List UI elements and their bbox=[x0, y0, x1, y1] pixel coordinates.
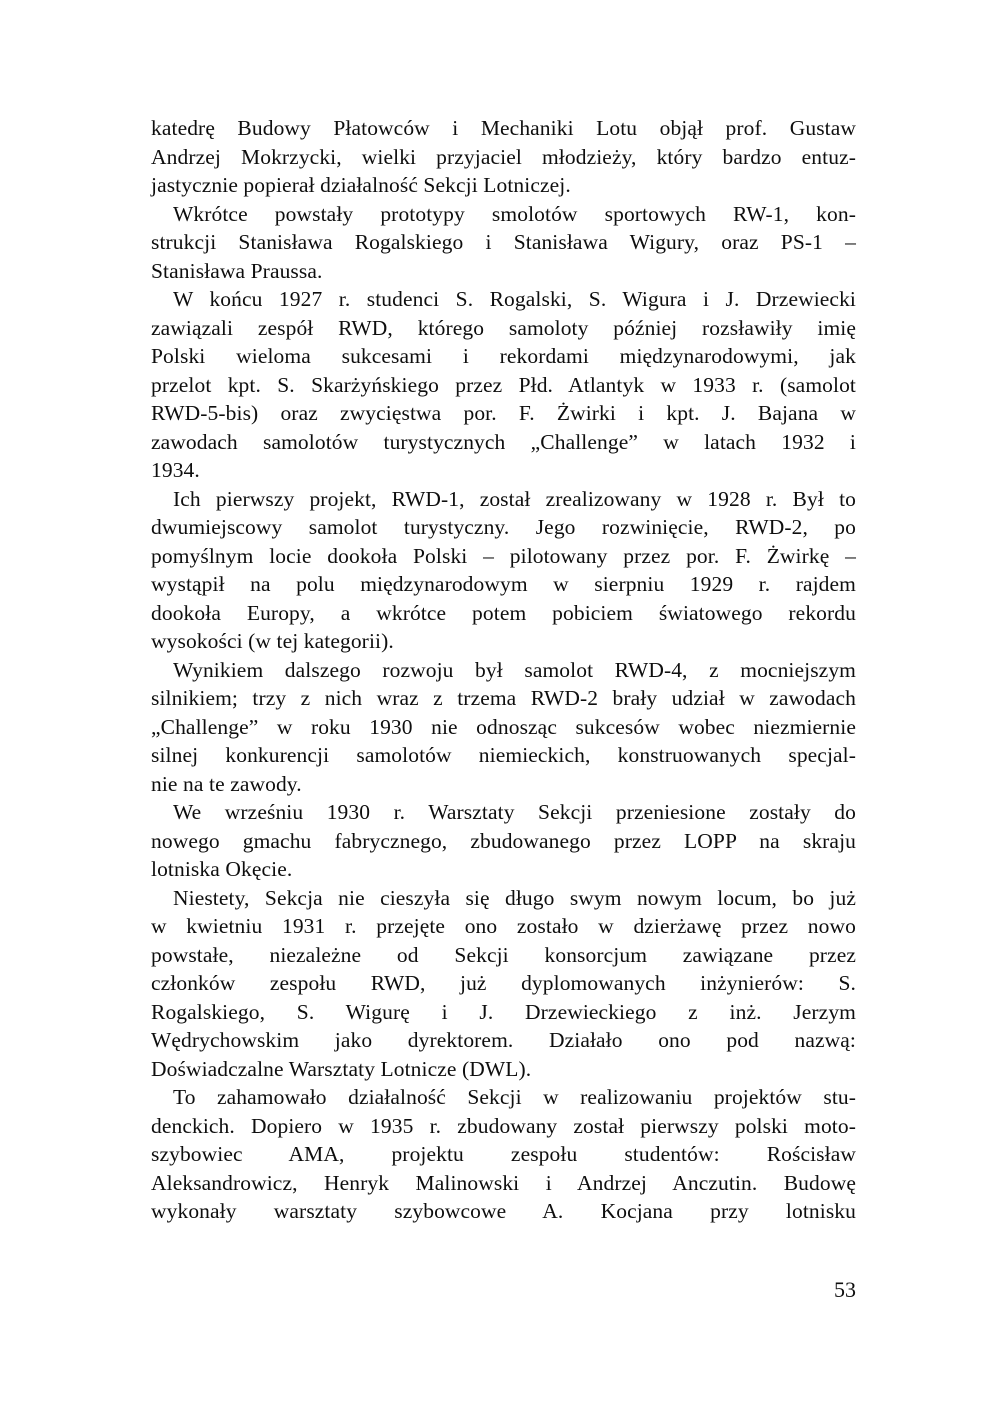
text-line: „Challenge” w roku 1930 nie odnosząc sukcesów wobec niezmiernie bbox=[151, 714, 856, 739]
text-line: w kwietniu 1931 r. przejęte ono zostało w dzierżawę przez nowo bbox=[151, 914, 856, 938]
text-line: dwumiejscowy samolot turystyczny. Jego rozwinięcie, RWD-2, po bbox=[151, 515, 856, 539]
text-line: Ich pierwszy projekt, RWD-1, został zrealizowany w 1928 r. Był to bbox=[173, 486, 856, 511]
text-line: przelot kpt. S. Skarżyńskiego przez Płd. Atlantyk w 1933 r. (samolot bbox=[151, 372, 856, 397]
text-line: jastycznie popierał działalność Sekcji Lotniczej. bbox=[151, 173, 571, 197]
page-number: 53 bbox=[834, 1277, 856, 1302]
text-line: 1934. bbox=[151, 458, 200, 482]
text-line: silnej konkurencji samolotów niemieckich, konstruowanych specjal- bbox=[151, 743, 856, 767]
text-line: Wynikiem dalszego rozwoju był samolot RWD-4, z mocniejszym bbox=[173, 657, 856, 682]
text-line: powstałe, niezależne od Sekcji konsorcjum zawiązane przez bbox=[151, 942, 856, 967]
text-line: Doświadczalne Warsztaty Lotnicze (DWL). bbox=[151, 1056, 532, 1081]
text-line: pomyślnym locie dookoła Polski – pilotowany przez por. F. Żwirkę – bbox=[151, 543, 856, 568]
text-block bbox=[151, 114, 856, 1226]
text-line: Polski wieloma sukcesami i rekordami międzynarodowymi, jak bbox=[151, 344, 856, 368]
text-line: katedrę Budowy Płatowców i Mechaniki Lotu objął prof. Gustaw bbox=[151, 116, 856, 140]
text-line: Wędrychowskim jako dyrektorem. Działało ono pod nazwą: bbox=[151, 1028, 856, 1052]
text-line: wykonały warsztaty szybowcowe A. Kocjana przy lotnisku bbox=[151, 1199, 856, 1223]
text-line: wystąpił na polu międzynarodowym w sierpniu 1929 r. rajdem bbox=[151, 572, 856, 596]
text-line: W końcu 1927 r. studenci S. Rogalski, S. Wigura i J. Drzewiecki bbox=[173, 287, 856, 311]
text-line: denckich. Dopiero w 1935 r. zbudowany został pierwszy polski moto- bbox=[151, 1113, 856, 1138]
text-line: nie na te zawody. bbox=[151, 771, 302, 796]
text-line: dookoła Europy, a wkrótce potem pobiciem światowego rekordu bbox=[151, 600, 856, 625]
text-line: zawiązali zespół RWD, którego samoloty później rozsławiły imię bbox=[151, 315, 856, 340]
text-line: Aleksandrowicz, Henryk Malinowski i Andrzej Anczutin. Budowę bbox=[151, 1170, 856, 1195]
text-line: Stanisława Praussa. bbox=[151, 258, 323, 283]
text-line: Rogalskiego, S. Wigurę i J. Drzewieckiego z inż. Jerzym bbox=[151, 999, 856, 1024]
text-line: zawodach samolotów turystycznych „Challenge” w latach 1932 i bbox=[151, 429, 856, 454]
text-line: Andrzej Mokrzycki, wielki przyjaciel młodzieży, który bardzo entuz- bbox=[151, 144, 856, 169]
text-line: członków zespołu RWD, już dyplomowanych inżynierów: S. bbox=[151, 971, 856, 995]
text-line: strukcji Stanisława Rogalskiego i Stanisława Wigury, oraz PS-1 – bbox=[151, 230, 856, 254]
text-line: szybowiec AMA, projektu zespołu studentów: Rościsław bbox=[151, 1142, 856, 1166]
text-line: lotniska Okęcie. bbox=[151, 857, 293, 881]
text-line: We wrześniu 1930 r. Warsztaty Sekcji przeniesione zostały do bbox=[173, 800, 856, 824]
text-line: Wkrótce powstały prototypy smolotów sportowych RW-1, kon- bbox=[173, 201, 856, 226]
text-line: To zahamowało działalność Sekcji w realizowaniu projektów stu- bbox=[173, 1085, 856, 1109]
text-line: Niestety, Sekcja nie cieszyła się długo swym nowym locum, bo już bbox=[173, 885, 856, 910]
text-line: wysokości (w tej kategorii). bbox=[151, 629, 394, 653]
text-line: silnikiem; trzy z nich wraz z trzema RWD-2 brały udział w zawodach bbox=[151, 686, 856, 710]
text-line: nowego gmachu fabrycznego, zbudowanego przez LOPP na skraju bbox=[151, 828, 856, 853]
text-line: RWD-5-bis) oraz zwycięstwa por. F. Żwirki i kpt. J. Bajana w bbox=[151, 401, 856, 425]
